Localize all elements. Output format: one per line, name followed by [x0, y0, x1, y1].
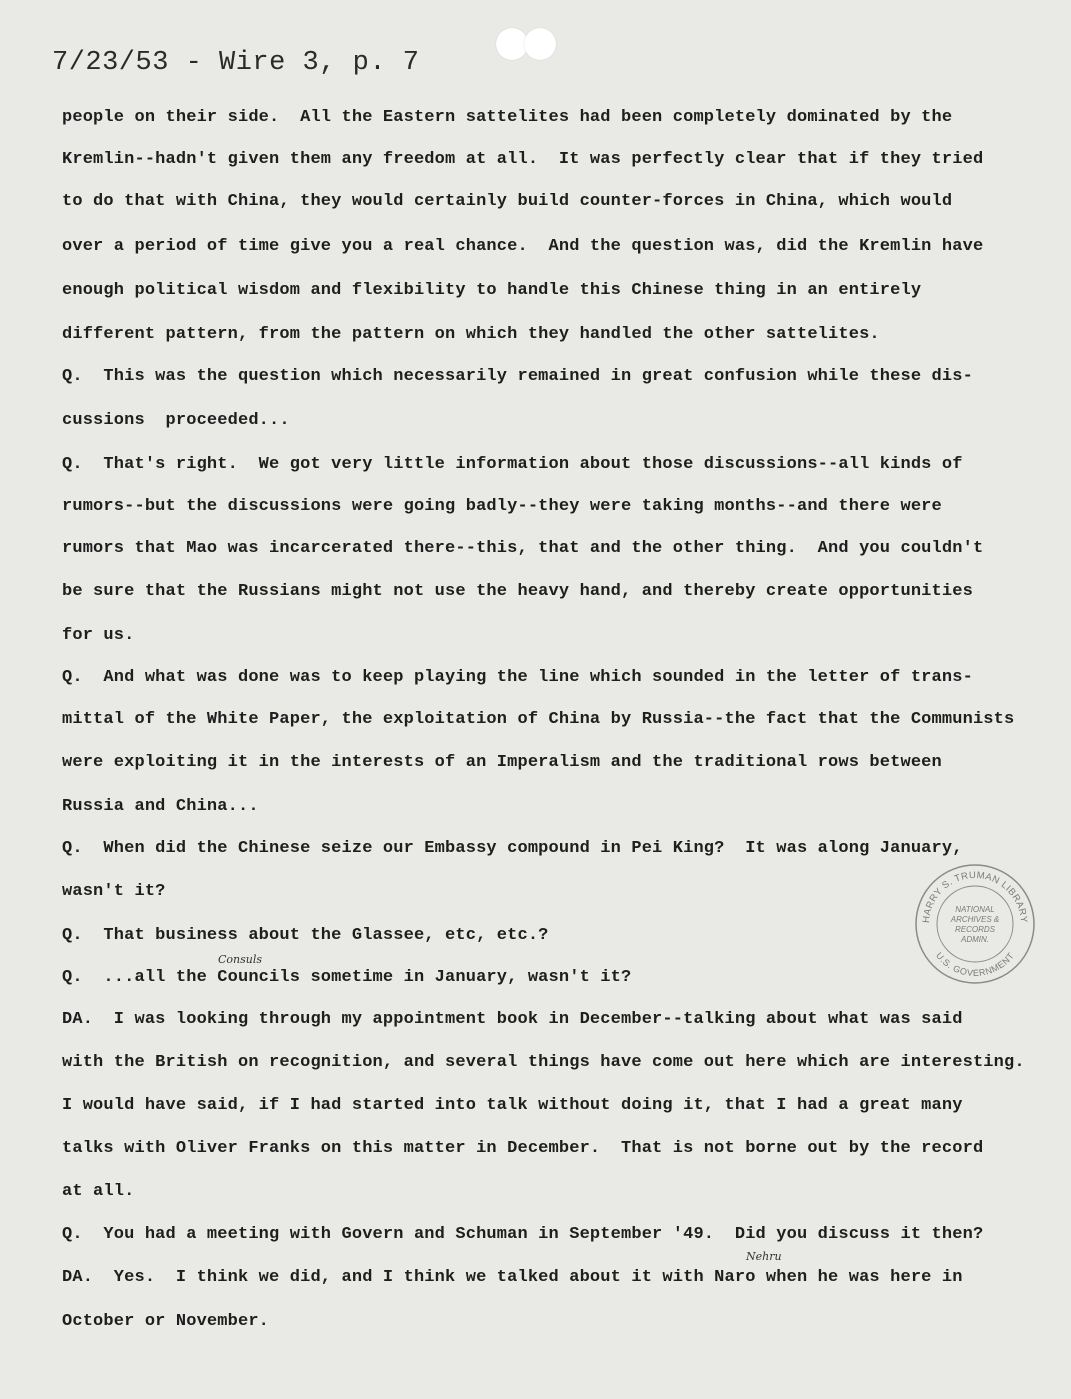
stamp-center-line: RECORDS	[954, 925, 996, 934]
text-line: Q. You had a meeting with Govern and Schuman in September '49. Did you discuss it then?	[62, 1225, 984, 1244]
text-line: Q. And what was done was to keep playing the line which sounded in the letter of trans-	[62, 668, 973, 687]
text-line: for us.	[62, 626, 135, 645]
text-line: mittal of the White Paper, the exploitation of China by Russia--the fact that the Communists	[62, 710, 1015, 729]
stamp-bottom-text: U.S. GOVERNMENT	[933, 950, 1017, 979]
handwritten-annotation: Nehru	[746, 1250, 782, 1263]
text-line: talks with Oliver Franks on this matter in December. That is not borne out by the record	[62, 1139, 984, 1158]
text-line: October or November.	[62, 1312, 270, 1331]
stamp-center-line: ARCHIVES &	[950, 915, 1000, 924]
text-line: people on their side. All the Eastern sattelites had been completely dominated by the	[62, 108, 953, 127]
text-line: be sure that the Russians might not use the heavy hand, and thereby create opportunities	[62, 582, 973, 601]
page-header: 7/23/53 - Wire 3, p. 7	[52, 48, 420, 78]
archive-stamp	[913, 862, 1037, 986]
text-line: Q. That business about the Glassee, etc, etc.?	[62, 926, 549, 945]
stamp-center-line: NATIONAL	[955, 905, 995, 914]
text-line: rumors that Mao was incarcerated there--this, that and the other thing. And you couldn't	[62, 539, 984, 558]
text-line: different pattern, from the pattern on which they handled the other sattelites.	[62, 325, 880, 344]
svg-text:U.S. GOVERNMENT	[934, 951, 1016, 979]
text-line: rumors--but the discussions were going badly--they were taking months--and there were	[62, 497, 942, 516]
handwritten-annotation: Consuls	[218, 953, 263, 966]
text-line: Q. When did the Chinese seize our Embassy compound in Pei King? It was along January,	[62, 839, 963, 858]
text-line: DA. I was looking through my appointment book in December--talking about what was said	[62, 1010, 963, 1029]
text-line: Q. That's right. We got very little information about those discussions--all kinds of	[62, 455, 963, 474]
text-line: with the British on recognition, and several things have come out here which are interesting.	[62, 1053, 1025, 1072]
text-line: wasn't it?	[62, 882, 166, 901]
stamp-top-text: HARRY S. TRUMAN LIBRARY	[920, 869, 1030, 924]
text-line: Q. ...all the Councils sometime in January, wasn't it?	[62, 968, 632, 987]
text-line: were exploiting it in the interests of an Imperalism and the traditional rows between	[62, 753, 942, 772]
text-line: Q. This was the question which necessarily remained in great confusion while these dis-	[62, 367, 973, 386]
punch-hole	[524, 28, 556, 60]
text-line: I would have said, if I had started into talk without doing it, that I had a great many	[62, 1096, 963, 1115]
stamp-center-line: ADMIN.	[961, 935, 989, 944]
text-line: at all.	[62, 1182, 135, 1201]
text-line: to do that with China, they would certainly build counter-forces in China, which would	[62, 192, 953, 211]
text-line: Russia and China...	[62, 797, 259, 816]
text-line: Kremlin--hadn't given them any freedom at all. It was perfectly clear that if they tried	[62, 150, 984, 169]
text-line: enough political wisdom and flexibility to handle this Chinese thing in an entirely	[62, 281, 922, 300]
text-line: cussions proceeded...	[62, 411, 290, 430]
text-line: DA. Yes. I think we did, and I think we talked about it with Naro when he was here in	[62, 1268, 963, 1287]
text-line: over a period of time give you a real chance. And the question was, did the Kremlin have	[62, 237, 984, 256]
